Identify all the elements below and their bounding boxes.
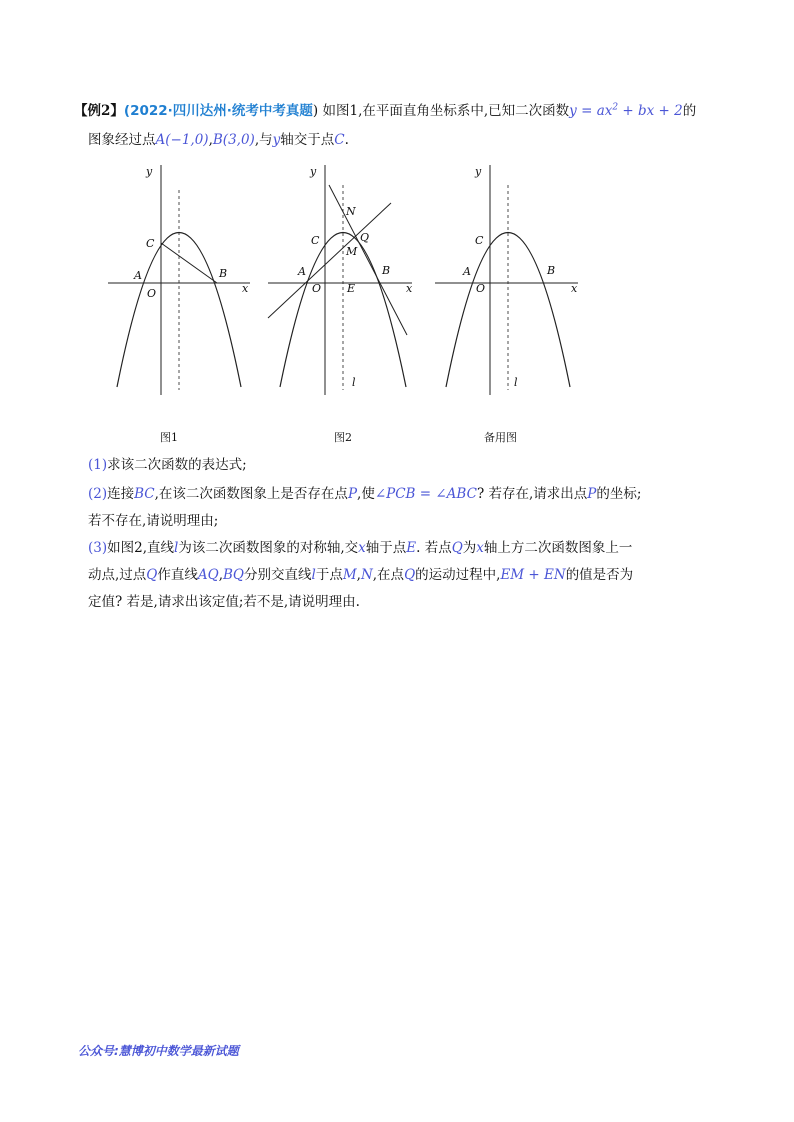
fig2-label-y: y xyxy=(310,165,317,178)
fig3-parabola xyxy=(446,233,570,388)
question-2-line-1 xyxy=(88,484,641,504)
q2-point-p: P xyxy=(587,486,597,502)
q3-x-var: x xyxy=(476,540,484,556)
stem-text: 如图1,在平面直角坐标系中,已知二次函数 xyxy=(322,103,570,119)
q3-text: 的值是否为 xyxy=(565,567,634,583)
q3-text: ,在点 xyxy=(372,567,405,583)
point-a: A(−1,0) xyxy=(155,132,209,148)
source-close: ) xyxy=(312,103,319,119)
q3-x-var: x xyxy=(358,540,366,556)
function-expression: $y = ax^2$ + bx + 2 xyxy=(569,102,683,119)
fig1-label-c: C xyxy=(146,237,155,250)
q3-text: 定值? 若是,请求出该定值;若不是,请说明理由. xyxy=(88,594,360,610)
problem-source: 2022·四川达州·统考中考真题 xyxy=(130,103,313,119)
q3-text: 为 xyxy=(462,540,477,556)
problem-stem-line-2 xyxy=(88,130,349,150)
q3-point-q: Q xyxy=(451,540,463,556)
q3-text: 作直线 xyxy=(157,567,198,583)
q3-text: 轴上方二次函数图象上一 xyxy=(483,540,633,556)
fig2-caption: 图2 xyxy=(334,431,352,444)
fig2-label-c: C xyxy=(311,234,320,247)
q1-number: (1) xyxy=(88,457,108,473)
question-2-line-2 xyxy=(88,511,218,531)
fig1-label-b: B xyxy=(219,267,228,280)
q3-line-bq: BQ xyxy=(223,567,244,583)
stem-text: 图象经过点 xyxy=(88,132,156,148)
fig3-label-l: l xyxy=(514,376,518,389)
q2-text: 若不存在,请说明理由; xyxy=(88,513,219,529)
fig3-caption: 备用图 xyxy=(484,431,517,444)
q3-point-n: N xyxy=(360,567,373,583)
fig1-label-x: x xyxy=(242,282,249,295)
point-b: B(3,0) xyxy=(212,132,255,148)
figures-panel xyxy=(0,155,794,455)
q3-line-l: l xyxy=(174,540,179,556)
point-c: C xyxy=(334,132,345,148)
question-1 xyxy=(88,455,247,475)
q3-text: . 若点 xyxy=(416,540,452,556)
q2-text: ,在该二次函数图象上是否存在点 xyxy=(154,486,348,502)
q3-line-aq: AQ xyxy=(197,567,219,583)
q3-text: 动点,过点 xyxy=(88,567,147,583)
q2-text: ,使 xyxy=(357,486,375,502)
fig2-label-x: x xyxy=(406,282,413,295)
stem-text: . xyxy=(344,132,349,148)
fig1-segment-bc xyxy=(161,243,217,283)
fig1-label-a: A xyxy=(134,269,142,282)
question-3-line-1 xyxy=(88,538,632,558)
q2-number: (2) xyxy=(88,486,108,502)
q3-text: 的运动过程中, xyxy=(415,567,501,583)
fig2-label-l: l xyxy=(352,376,356,389)
q3-text: , xyxy=(356,567,361,583)
q3-text: 为该二次函数图象的对称轴,交 xyxy=(178,540,359,556)
q2-segment-bc: BC xyxy=(134,486,155,502)
fig1-label-o: O xyxy=(147,287,157,300)
fig3-label-x: x xyxy=(571,282,578,295)
stem-text: , xyxy=(208,132,213,148)
q3-expression: EM + EN xyxy=(500,567,566,583)
fig3-label-y: y xyxy=(475,165,482,178)
fig2-label-m: M xyxy=(346,245,358,258)
stem-text: 的 xyxy=(682,103,697,119)
y-var: y xyxy=(272,132,281,148)
figure-2 xyxy=(268,165,413,444)
q2-point-p: P xyxy=(347,486,358,502)
question-3-line-2 xyxy=(88,565,633,585)
fig2-line-aq xyxy=(268,203,391,318)
q3-text: 轴于点 xyxy=(365,540,407,556)
q3-line-l: l xyxy=(311,567,316,583)
q3-point-q: Q xyxy=(146,567,158,583)
figure-1 xyxy=(108,165,250,444)
fig1-label-y: y xyxy=(146,165,153,178)
q3-text: , xyxy=(218,567,223,583)
footer-watermark: 公众号:慧博初中数学最新试题 xyxy=(78,1044,239,1058)
stem-text: ,与 xyxy=(254,132,273,148)
fig2-label-n: N xyxy=(346,205,356,218)
fig2-label-a: A xyxy=(298,265,306,278)
fig1-caption: 图1 xyxy=(160,431,178,444)
fig2-parabola xyxy=(280,233,406,388)
problem-stem-line-1 xyxy=(74,101,696,121)
fig2-label-o: O xyxy=(312,282,322,295)
fig2-label-e: E xyxy=(347,282,356,295)
q2-text: 的坐标; xyxy=(596,486,642,502)
q3-point-q: Q xyxy=(404,567,416,583)
fig3-label-c: C xyxy=(475,234,484,247)
fig3-label-a: A xyxy=(463,265,471,278)
q2-angle-condition: ∠PCB = ∠ABC xyxy=(374,486,477,502)
q3-number: (3) xyxy=(88,540,108,556)
q3-text: 分别交直线 xyxy=(244,567,312,583)
q3-text: 于点 xyxy=(315,567,343,583)
figure-3 xyxy=(435,165,578,444)
q2-text: 连接 xyxy=(107,486,135,502)
fig2-label-b: B xyxy=(382,264,391,277)
q3-text: 如图2,直线 xyxy=(107,540,175,556)
fig2-label-q: Q xyxy=(360,231,370,244)
q3-point-m: M xyxy=(342,567,357,583)
problem-label: 【例2】 xyxy=(74,103,124,119)
q3-point-e: E xyxy=(406,540,417,556)
fig3-label-b: B xyxy=(547,264,556,277)
q2-text: ? 若存在,请求出点 xyxy=(476,486,588,502)
q1-text: 求该二次函数的表达式; xyxy=(107,457,247,473)
fig3-label-o: O xyxy=(476,282,486,295)
question-3-line-3 xyxy=(88,592,360,612)
fig2-line-bq xyxy=(329,185,407,335)
stem-text: 轴交于点 xyxy=(280,132,335,148)
source-open: ( xyxy=(123,103,131,119)
